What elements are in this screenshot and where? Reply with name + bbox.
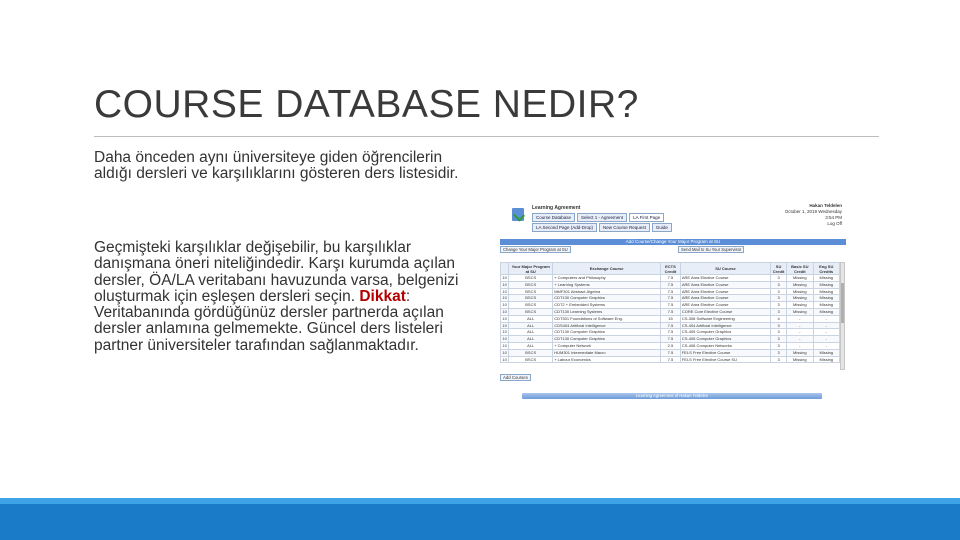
cell-index: 10 (502, 315, 507, 321)
cell-eng-su: - (813, 322, 840, 329)
cell-ects: 7.5 (661, 302, 681, 309)
cell-basic-su: Missing (787, 356, 813, 363)
cell-su-course: CORE Core Elective Course (680, 308, 770, 315)
cell-basic-su: - (787, 315, 813, 322)
cell-ects: 7.5 (661, 275, 681, 282)
warning-keyword: Dikkat (359, 287, 406, 305)
col-header-ects: ECTS Credit (661, 263, 681, 275)
learning-agreement-logo-icon (512, 208, 524, 221)
action-buttons (500, 246, 846, 253)
cell-su-course: ARE Area Elective Course (680, 295, 770, 302)
cell-basic-su: Missing (787, 295, 813, 302)
slide-title: COURSE DATABASE NEDIR? (94, 83, 639, 126)
cell-ects: 7.5 (661, 322, 681, 329)
cell-basic-su: - (787, 322, 813, 329)
la-footer-bar: Learning Agreement of Hakan Teldelen (522, 393, 822, 399)
cell-su-credit: 3 (771, 349, 787, 356)
table-row[interactable] (501, 342, 840, 349)
send-mail-button[interactable]: Send Mail to Su Your Supervisor (678, 246, 744, 253)
cell-ects: 7.5 (661, 349, 681, 356)
cell-eng-su: Missing (813, 275, 840, 282)
cell-eng-su: Missing (813, 295, 840, 302)
cell-su-course: CS-404 Artificial Intelligence (680, 322, 770, 329)
cell-eng-su: Missing (813, 281, 840, 288)
col-header-basic-su: Basic SU Credit (787, 263, 813, 275)
cell-su-course: CS-405 Computer Graphics (680, 329, 770, 336)
cell-index: 10 (502, 281, 507, 287)
table-row[interactable] (501, 356, 840, 363)
cell-su-course: ARE Area Elective Course (680, 302, 770, 309)
cell-ects: 15 (661, 315, 681, 322)
cell-su-course: ARE Area Elective Course (680, 281, 770, 288)
user-info (785, 203, 842, 227)
table-scrollbar[interactable] (840, 262, 845, 370)
cell-ects: 7.5 (661, 356, 681, 363)
col-header-exchange-course: Exchange Course (553, 263, 661, 275)
cell-basic-su: Missing (787, 302, 813, 309)
cell-su-course: FELS Free Elective Course (680, 349, 770, 356)
table-header-row (501, 263, 840, 275)
cell-major: ALL (509, 329, 553, 336)
add-courses-button[interactable]: Add Courses (500, 374, 531, 381)
cell-su-credit: 3 (771, 342, 787, 349)
cell-eng-su: - (813, 329, 840, 336)
col-header-su-credit: SU Credit (771, 263, 787, 275)
cell-major: BSCS (509, 281, 553, 288)
cell-index: 10 (502, 342, 507, 348)
table-row[interactable] (501, 295, 840, 302)
cell-index: 10 (502, 288, 507, 294)
cell-major: BSCS (509, 349, 553, 356)
cell-su-credit: 3 (771, 288, 787, 295)
cell-ects: 7.5 (661, 329, 681, 336)
cell-basic-su: Missing (787, 288, 813, 295)
cell-basic-su: Missing (787, 308, 813, 315)
la-heading: Learning Agreement (532, 205, 581, 211)
cell-ects: 7.5 (661, 288, 681, 295)
cell-basic-su: Missing (787, 349, 813, 356)
cell-major: BSCS (509, 288, 553, 295)
cell-eng-su: Missing (813, 349, 840, 356)
user-date: October 1, 2019 Wednesday (784, 209, 842, 214)
cell-eng-su: Missing (813, 356, 840, 363)
cell-index: 10 (502, 336, 507, 342)
cell-eng-su: Missing (813, 308, 840, 315)
paragraph-definition: Daha önceden aynı üniversiteye giden öğrencilerin aldığı dersleri ve karşılıklarını gösteren ders listesidir. (94, 149, 459, 183)
tab-course-database[interactable]: Course Database (532, 213, 575, 222)
cell-major: ALL (509, 336, 553, 343)
cell-major: BSCS (509, 308, 553, 315)
table-row[interactable] (501, 308, 840, 315)
cell-major: BSCS (509, 295, 553, 302)
tab-guide[interactable]: Guide (652, 223, 672, 232)
cell-major: ALL (509, 322, 553, 329)
cell-exchange-course: HUM301 Intermediate Macro (553, 349, 661, 356)
cell-ects: 2.5 (661, 342, 681, 349)
cell-exchange-course: CDT130 Computer Graphics (553, 336, 661, 343)
cell-su-credit: 4 (771, 315, 787, 322)
cell-su-credit: 3 (771, 281, 787, 288)
cell-su-credit: 3 (771, 356, 787, 363)
cell-index: 10 (502, 349, 507, 355)
cell-exchange-course: + Computers and Philosophy (553, 275, 661, 282)
tab-la-second-page[interactable]: LA Second Page (Add-Drop) (532, 223, 597, 232)
cell-exchange-course: + Learning Systems (553, 281, 661, 288)
cell-exchange-course: CDS404 Artificial Intelligence (553, 322, 661, 329)
cell-su-credit: 3 (771, 336, 787, 343)
cell-basic-su: Missing (787, 275, 813, 282)
tab-select-agreement[interactable]: Select 1 - Agreement (577, 213, 627, 222)
cell-exchange-course: CDT130 Computer Graphics (553, 329, 661, 336)
bottom-accent-bar (0, 498, 960, 540)
cell-index: 10 (502, 356, 507, 362)
add-course-header: Add Course/Change Your Major Program at SU (500, 239, 846, 245)
cell-major: ALL (509, 342, 553, 349)
tab-new-course-request[interactable]: New Course Request (599, 223, 650, 232)
cell-major: BSCS (509, 275, 553, 282)
cell-exchange-course: MMF301 Abstract Algebra (553, 288, 661, 295)
tab-la-first-page[interactable]: LA First Page (629, 213, 664, 222)
cell-su-course: FELS Free Elective Course SU (680, 356, 770, 363)
cell-su-credit: 3 (771, 295, 787, 302)
cell-su-course: CS-408 Computer Networks (680, 342, 770, 349)
table-row[interactable] (501, 281, 840, 288)
paragraph-notes-rest: : Veritabanında gördüğünüz dersler partnerda açılan dersler anlamına gelmemekte. Güncel ders listeleri partner üniversiteler tarafından sağlanmaktadır. (94, 287, 444, 354)
cell-su-credit: 3 (771, 302, 787, 309)
cell-su-credit: 3 (771, 322, 787, 329)
col-header-major: Your Major Program at SU (509, 263, 553, 275)
table-row[interactable] (501, 315, 840, 322)
cell-major: BSCS (509, 356, 553, 363)
table-row[interactable] (501, 275, 840, 282)
cell-basic-su: - (787, 336, 813, 343)
cell-ects: 7.5 (661, 336, 681, 343)
course-table (500, 262, 840, 363)
course-database-screenshot (498, 202, 848, 404)
cell-eng-su: - (813, 336, 840, 343)
cell-su-credit: 3 (771, 308, 787, 315)
cell-su-credit: 3 (771, 329, 787, 336)
cell-su-course: ARE Area Elective Course (680, 275, 770, 282)
la-tab-bar (532, 213, 732, 233)
table-row[interactable] (501, 302, 840, 309)
table-row[interactable] (501, 288, 840, 295)
cell-index: 10 (502, 295, 507, 301)
cell-exchange-course: CDT130 Computer Graphics (553, 295, 661, 302)
cell-index: 10 (502, 329, 507, 335)
cell-ects: 7.5 (661, 281, 681, 288)
col-header-index (501, 263, 509, 275)
cell-su-course: CS-405 Computer Graphics (680, 336, 770, 343)
cell-index: 10 (502, 302, 507, 308)
cell-eng-su: Missing (813, 302, 840, 309)
cell-major: ALL (509, 315, 553, 322)
cell-basic-su: - (787, 342, 813, 349)
cell-su-course: CS-308 Software Engineering (680, 315, 770, 322)
cell-index: 10 (502, 322, 507, 328)
cell-exchange-course: CDT130 Learning Systems (553, 308, 661, 315)
table-row[interactable] (501, 322, 840, 329)
cell-eng-su: Missing (813, 288, 840, 295)
cell-eng-su: - (813, 342, 840, 349)
cell-index: 10 (502, 275, 507, 280)
cell-exchange-course: + Labour Economics (553, 356, 661, 363)
col-header-eng-su: Eng SU Credits (813, 263, 840, 275)
logout-link[interactable]: Log Off (827, 221, 842, 226)
cell-exchange-course: CDT2 + Embedded Systems (553, 302, 661, 309)
user-time: 3:54 PM (825, 215, 842, 220)
paragraph-notes-text: Geçmişteki karşılıklar değişebilir, bu karşılıklar danışmana öneri niteliğindedir. Karşı kurumda açılan dersler, ÖA/LA veritabanı havuzunda varsa, belgenizi oluşturmak için eşleşen dersleri seçin. (94, 239, 459, 305)
cell-su-course: ARE Area Elective Course (680, 288, 770, 295)
cell-eng-su: - (813, 315, 840, 322)
user-name: Hakan Teldelen (809, 203, 842, 208)
table-row[interactable] (501, 329, 840, 336)
cell-ects: 7.5 (661, 308, 681, 315)
cell-index: 10 (502, 308, 507, 314)
table-row[interactable] (501, 336, 840, 343)
cell-ects: 7.5 (661, 295, 681, 302)
cell-basic-su: Missing (787, 281, 813, 288)
cell-exchange-course: CDT301 Foundations of Software Eng. (553, 315, 661, 322)
col-header-su-course: SU Course (680, 263, 770, 275)
scrollbar-thumb[interactable] (841, 283, 844, 323)
title-divider (94, 136, 879, 137)
cell-basic-su: - (787, 329, 813, 336)
paragraph-notes (94, 240, 474, 354)
cell-major: BSCS (509, 302, 553, 309)
cell-su-credit: 3 (771, 275, 787, 282)
bottom-accent-highlight (0, 498, 960, 504)
cell-exchange-course: + Computer Network (553, 342, 661, 349)
change-major-button[interactable]: Change Your Major Program at SU (500, 246, 571, 253)
table-row[interactable] (501, 349, 840, 356)
